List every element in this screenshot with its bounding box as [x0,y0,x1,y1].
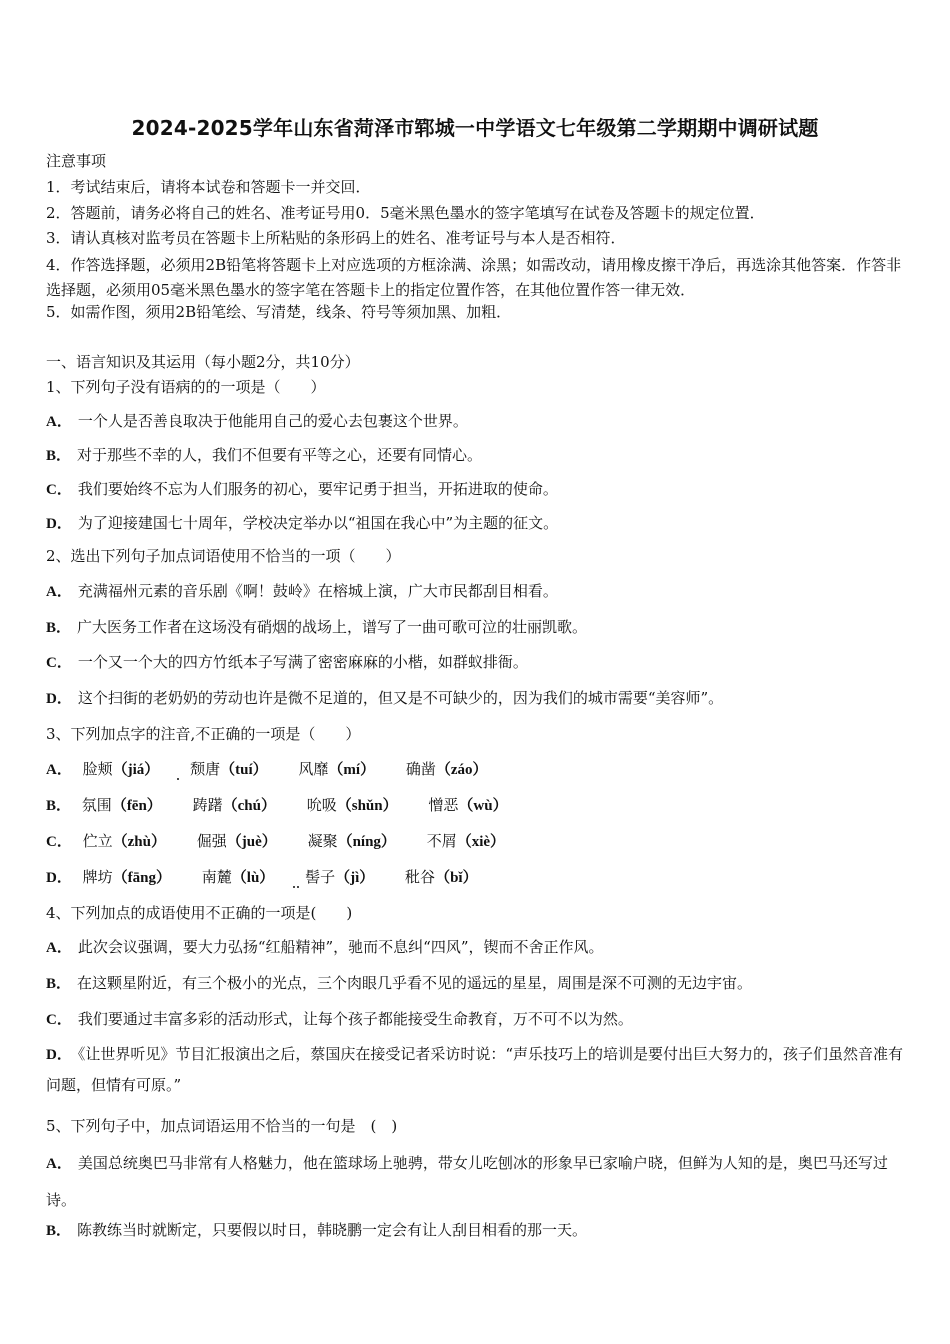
word: 南麓 [201,868,232,886]
option-label: A． [46,584,72,600]
option-c [46,831,505,852]
question-stem: 2、选出下列句子加点词语使用不恰当的一项（ ） [46,547,401,565]
option-b [46,795,508,816]
option-b [46,445,482,466]
word: 氛围 [81,796,112,814]
option-label: B． [46,448,72,464]
option-text: 《让世界听见》节目汇报演出之后，蔡国庆在接受记者采访时说：“声乐技巧上的培训是要付出巨大努力的，孩子们虽然音准有问题，但情有可原。” [46,1045,904,1094]
question-stem: 3、下列加点字的注音,不正确的一项是（ ） [46,725,361,743]
word: 颓唐 [190,760,221,778]
pinyin: （tuí） [220,762,268,778]
option-a [46,937,604,958]
word-pair [197,831,277,852]
emphasis-dot [293,886,295,888]
section-heading: 一、语言知识及其运用（每小题2分，共10分） [46,353,360,371]
option-b [46,1220,587,1241]
option-label: D． [46,1047,72,1063]
option-text: 对于那些不幸的人，我们不但要有平等之心，还要有同情心。 [77,446,483,464]
word: 不屑 [426,832,457,850]
option-label: D． [46,516,72,532]
option-c [46,652,528,673]
option-a [46,411,468,432]
option-text: 充满福州元素的音乐剧《啊！鼓岭》在榕城上演，广大市民都刮目相看。 [77,582,558,600]
option-c [46,1009,633,1030]
option-d [46,688,723,709]
option-a [46,1145,906,1218]
option-label: B． [46,620,72,636]
option-d [46,867,478,888]
word: 风靡 [298,760,329,778]
question-stem: 5、下列句子中，加点词语运用不恰当的一句是 ( ) [46,1117,398,1135]
word-pair [305,867,374,888]
option-d [46,513,558,534]
word-pair [202,867,275,888]
pinyin: （jiá） [112,762,160,778]
pinyin: （xiè） [456,834,506,850]
word-pair [193,795,276,816]
question-stem: 4、下列加点的成语使用不正确的一项是( ) [46,904,353,922]
option-label: B． [46,1223,72,1239]
word: 倔强 [196,832,227,850]
pinyin: （fēn） [111,798,162,814]
notice-item: 1．考试结束后，请将本试卷和答题卡一并交回． [46,178,371,196]
option-text: 这个扫街的老奶奶的劳动也许是微不足道的，但又是不可缺少的，因为我们的城市需要“美容师”。 [77,689,724,707]
option-text: 在这颗星附近，有三个极小的光点，三个肉眼几乎看不见的遥远的星星，周围是深不可测的无边宇宙。 [77,974,753,992]
option-text: 我们要通过丰富多彩的活动形式，让每个孩子都能接受生命教育，万不可不以为然。 [77,1010,633,1028]
option-d [46,1039,906,1100]
option-a [46,759,488,780]
pinyin: （záo） [435,762,488,778]
option-c [46,479,558,500]
pinyin: （mí） [328,762,376,778]
option-label: D． [46,870,72,886]
option-label: B． [46,976,72,992]
word-pair [308,831,396,852]
pinyin: （fāng） [112,870,171,886]
word: 牌坊 [82,868,113,886]
notice-item: 4．作答选择题，必须用2B铅笔将答题卡上对应选项的方框涂满、涂黑；如需改动，请用橡皮擦干净后，再选涂其他答案．作答非选择题，必须用05毫米黑色墨水的签字笔在答题卡上的指定位置作答，在其他位置作答一律无效． [46,256,902,299]
pinyin: （shǔn） [336,798,398,814]
option-label: A． [46,762,72,778]
option-text: 陈教练当时就断定，只要假以时日，韩晓鹏一定会有让人刮目相看的那一天。 [77,1221,588,1239]
word: 踌躇 [192,796,223,814]
word: 吮吸 [306,796,337,814]
word: 髻子 [305,868,336,886]
word: 脸颊 [82,760,113,778]
option-label: D． [46,691,72,707]
option-text: 美国总统奥巴马非常有人格魅力，他在篮球场上驰骋，带女儿吃刨冰的形象早已家喻户晓，但鲜为人知的是，奥巴马还写过诗。 [46,1154,888,1209]
pinyin: （lù） [231,870,275,886]
word: 确凿 [405,760,436,778]
word-pair [190,759,268,780]
option-label: A． [46,414,72,430]
notice-item: 3．请认真核对监考员在答题卡上所粘贴的条形码上的姓名、准考证号与本人是否相符． [46,229,626,247]
option-text: 我们要始终不忘为人们服务的初心，要牢记勇于担当，开拓进取的使命。 [77,480,558,498]
emphasis-dot [297,886,299,888]
word-pair [83,867,171,888]
word-pair [83,831,166,852]
word-pair [406,759,488,780]
pinyin: （chú） [222,798,276,814]
word-pair [428,795,507,816]
option-label: A． [46,1156,72,1172]
notice-heading: 注意事项 [46,152,107,170]
word: 憎恶 [428,796,459,814]
word-pair [83,759,160,780]
option-label: C． [46,1012,72,1028]
option-label: C． [46,834,72,850]
word-pair [298,759,375,780]
option-text: 此次会议强调，要大力弘扬“红船精神”，驰而不息纠“四风”，锲而不舍正作风。 [77,938,604,956]
word-pair [405,867,478,888]
option-text: 为了迎接建国七十周年，学校决定举办以“祖国在我心中”为主题的征文。 [77,514,559,532]
emphasis-dot [177,778,179,780]
option-text: 一个又一个大的四方竹纸本子写满了密密麻麻的小楷，如群蚁排衙。 [77,653,528,671]
option-a [46,581,558,602]
question-stem: 1、下列句子没有语病的的一项是（ ） [46,378,326,396]
option-b [46,617,587,638]
word-pair [427,831,505,852]
option-label: C． [46,482,72,498]
option-label: B． [46,798,72,814]
word-pair [307,795,398,816]
option-b [46,973,752,994]
word-pair [82,795,162,816]
pinyin: （zhù） [112,834,166,850]
option-text: 广大医务工作者在这场没有硝烟的战场上，谱写了一曲可歌可泣的壮丽凯歌。 [77,618,588,636]
word: 凝聚 [307,832,338,850]
option-label: A． [46,940,72,956]
word: 伫立 [82,832,113,850]
option-label: C． [46,655,72,671]
option-text: 一个人是否善良取决于他能用自己的爱心去包裹这个世界。 [77,412,468,430]
word: 秕谷 [405,868,436,886]
pinyin: （juè） [226,834,277,850]
page-title: 2024-2025学年山东省菏泽市郓城一中学语文七年级第二学期期中调研试题 [131,116,819,140]
pinyin: （wù） [458,798,508,814]
pinyin: （níng） [337,834,396,850]
notice-item: 5．如需作图，须用2B铅笔绘、写清楚，线条、符号等须加黑、加粗． [46,303,512,321]
pinyin: （bǐ） [435,870,478,886]
pinyin: （jì） [335,870,375,886]
notice-item: 2．答题前，请务必将自己的姓名、准考证号用0．5毫米黑色墨水的签字笔填写在试卷及答题卡的规定位置． [46,204,765,222]
